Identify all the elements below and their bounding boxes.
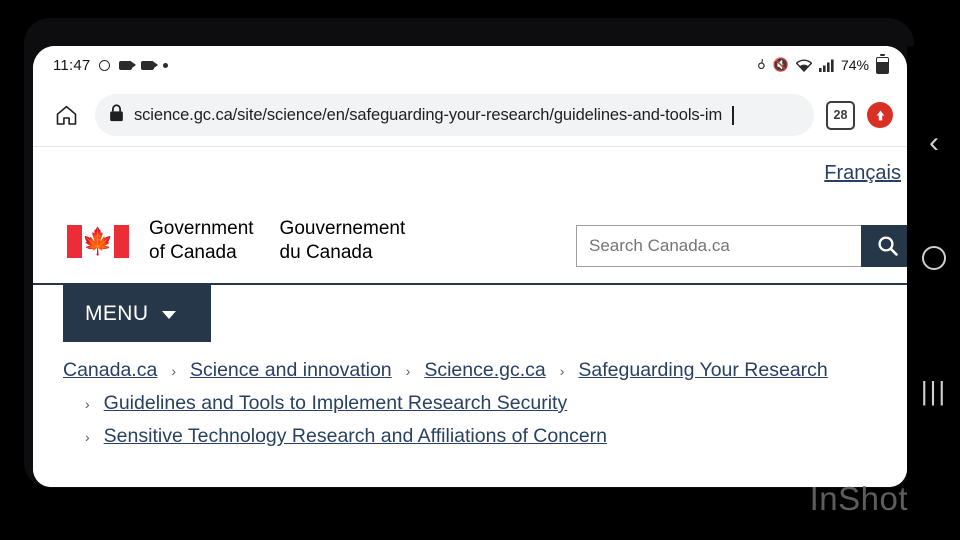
language-toggle-link[interactable]: Français — [824, 161, 901, 184]
government-of-canada-wordmark — [149, 217, 405, 265]
breadcrumb-separator-icon: › — [171, 362, 176, 379]
url-text: science.gc.ca/site/science/en/safeguarding-your-research/guidelines-and-tools-im — [134, 105, 723, 124]
address-bar[interactable] — [95, 94, 814, 136]
record-dot-icon — [99, 60, 110, 71]
chevron-down-icon — [162, 311, 176, 319]
breadcrumb-item-canada-ca[interactable]: Canada.ca — [63, 359, 158, 381]
camera-video-icon — [141, 61, 154, 70]
menu-button[interactable] — [63, 285, 211, 342]
back-icon[interactable]: ‹ — [929, 126, 939, 159]
breadcrumb-separator-icon: › — [405, 362, 411, 379]
mute-icon: 🔇 — [772, 57, 789, 72]
home-circle-icon[interactable] — [907, 246, 960, 270]
wifi-icon — [796, 59, 812, 72]
site-search — [576, 225, 907, 267]
language-toggle-row — [33, 147, 907, 199]
wordmark-fr-line1: Gouvernement — [279, 218, 406, 240]
android-status-bar — [33, 46, 907, 84]
wordmark-en-line1: Government — [149, 218, 254, 240]
search-input[interactable] — [576, 225, 861, 267]
wordmark-english — [149, 217, 254, 265]
breadcrumb-item-guidelines-and-tools[interactable]: Guidelines and Tools to Implement Research Security — [103, 392, 568, 414]
tab-switcher-button[interactable]: 28 — [826, 101, 855, 130]
status-bar-left — [53, 57, 168, 74]
home-button[interactable] — [49, 98, 83, 132]
breadcrumb-item-sensitive-technology-research[interactable]: Sensitive Technology Research and Affiliations of Concern — [103, 425, 608, 447]
breadcrumb-item-science-and-innovation[interactable]: Science and innovation — [190, 359, 392, 381]
breadcrumb-separator-icon: › — [559, 362, 565, 379]
breadcrumb-separator-icon: › — [85, 395, 90, 412]
breadcrumb-row-2 — [63, 392, 907, 415]
status-bar-right — [754, 55, 889, 74]
lock-icon — [109, 104, 124, 127]
site-menu-bar — [33, 283, 907, 349]
menu-button-label: MENU — [85, 301, 149, 325]
vpn-key-icon: ☌ — [754, 55, 768, 74]
wordmark-fr-line2: du Canada — [279, 242, 373, 263]
breadcrumb-separator-icon: › — [85, 428, 90, 445]
breadcrumb-row-1 — [63, 359, 907, 382]
battery-percent-label: 74% — [840, 57, 869, 73]
camera-icon — [119, 61, 132, 70]
breadcrumb-row-3 — [63, 425, 907, 448]
inshot-watermark: InShot — [809, 480, 908, 517]
breadcrumb-item-science-gc-ca[interactable]: Science.gc.ca — [424, 359, 546, 381]
webpage-content — [33, 146, 907, 487]
recents-icon[interactable]: ||| — [920, 376, 948, 406]
device-navigation-rail — [907, 46, 960, 487]
battery-icon — [876, 57, 889, 74]
signal-icon — [819, 59, 834, 72]
wordmark-en-line2: of Canada — [149, 242, 237, 263]
dot-icon — [163, 63, 168, 68]
status-clock: 11:47 — [53, 56, 91, 74]
canada-flag-icon: 🍁 — [67, 225, 129, 258]
site-header — [33, 199, 907, 283]
browser-toolbar — [33, 84, 907, 146]
wordmark-french — [280, 217, 406, 265]
browser-window — [33, 46, 907, 487]
text-cursor — [732, 106, 734, 125]
breadcrumb-item-safeguarding-your-research[interactable]: Safeguarding Your Research — [578, 359, 828, 381]
breadcrumb — [33, 349, 907, 448]
search-button[interactable] — [861, 225, 907, 267]
browser-menu-button[interactable] — [867, 102, 893, 128]
